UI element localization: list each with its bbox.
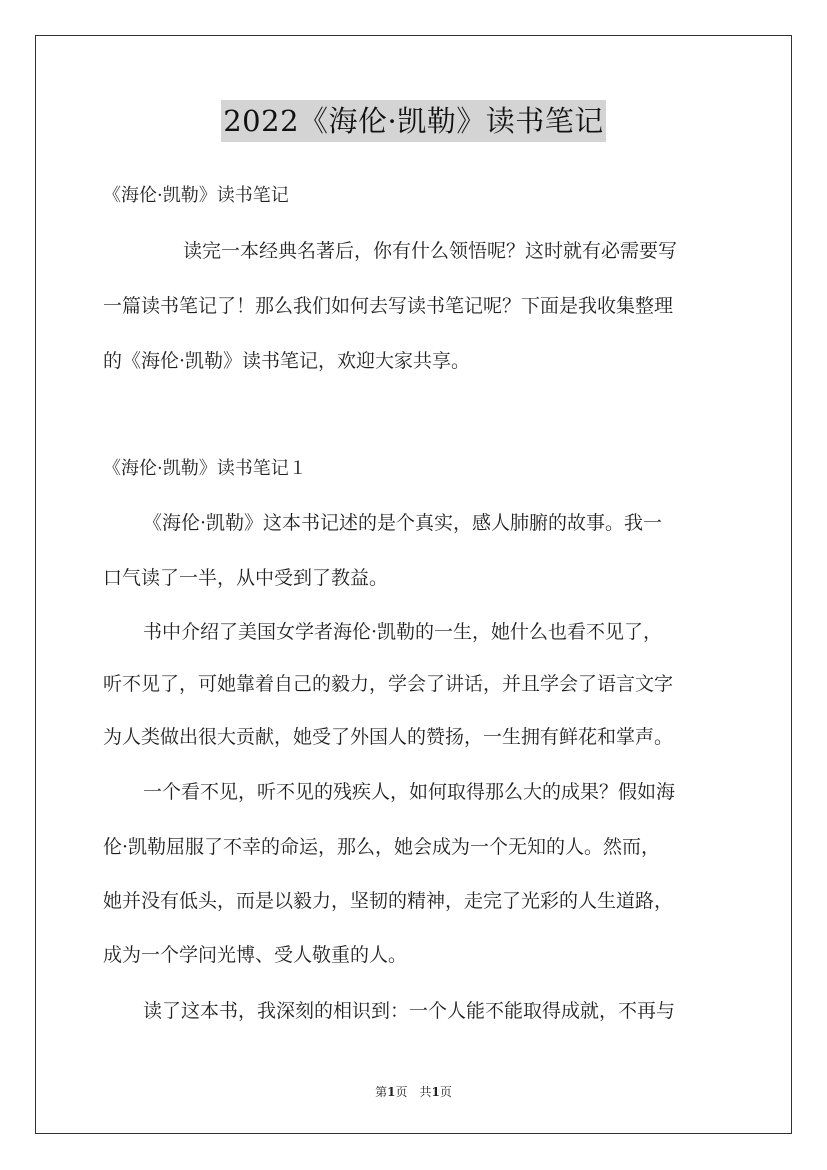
section-heading: 《海伦·凯勒》读书笔记１ [103, 458, 307, 479]
paragraph-line: 读了这本书，我深刻的相识到：一个人能不能取得成就，不再与 [143, 1000, 676, 1022]
intro-line: 读完一本经典名著后，你有什么领悟呢？这时就有必需要写 [183, 240, 678, 262]
footer-suffix: 页 [439, 1085, 452, 1099]
footer-prefix: 第 [375, 1085, 388, 1099]
document-title: 2022《海伦·凯勒》读书笔记 [221, 100, 606, 142]
title-block [0, 100, 827, 142]
paragraph-line: 为人类做出很大贡献，她受了外国人的赞扬，一生拥有鲜花和掌声。 [103, 726, 674, 748]
footer-total-pages: 1 [431, 1085, 440, 1099]
intro-line: 的《海伦·凯勒》读书笔记，欢迎大家共享。 [103, 350, 471, 372]
paragraph-line: 她并没有低头，而是以毅力，坚韧的精神，走完了光彩的人生道路， [103, 890, 674, 912]
paragraph-line: 口气读了一半，从中受到了教益。 [103, 567, 389, 589]
footer-page-number: 1 [387, 1085, 396, 1099]
intro-line: 一篇读书笔记了！那么我们如何去写读书笔记呢？下面是我收集整理 [103, 295, 674, 317]
paragraph-line: 一个看不见，听不见的残疾人，如何取得那么大的成果？假如海 [143, 781, 676, 803]
footer-mid: 页 共 [395, 1085, 432, 1099]
paragraph-line: 听不见了，可她靠着自己的毅力，学会了讲话，并且学会了语言文字 [103, 673, 674, 695]
paragraph-line: 伦·凯勒屈服了不幸的命运，那么，她会成为一个无知的人。然而， [103, 836, 661, 858]
paragraph-line: 书中介绍了美国女学者海伦·凯勒的一生，她什么也看不见了， [143, 621, 663, 643]
paragraph-line: 《海伦·凯勒》这本书记述的是个真实，感人肺腑的故事。我一 [143, 512, 663, 534]
page-footer [0, 1083, 827, 1100]
document-subtitle: 《海伦·凯勒》读书笔记 [103, 185, 289, 206]
paragraph-line: 成为一个学问光博、受人敬重的人。 [103, 944, 408, 966]
